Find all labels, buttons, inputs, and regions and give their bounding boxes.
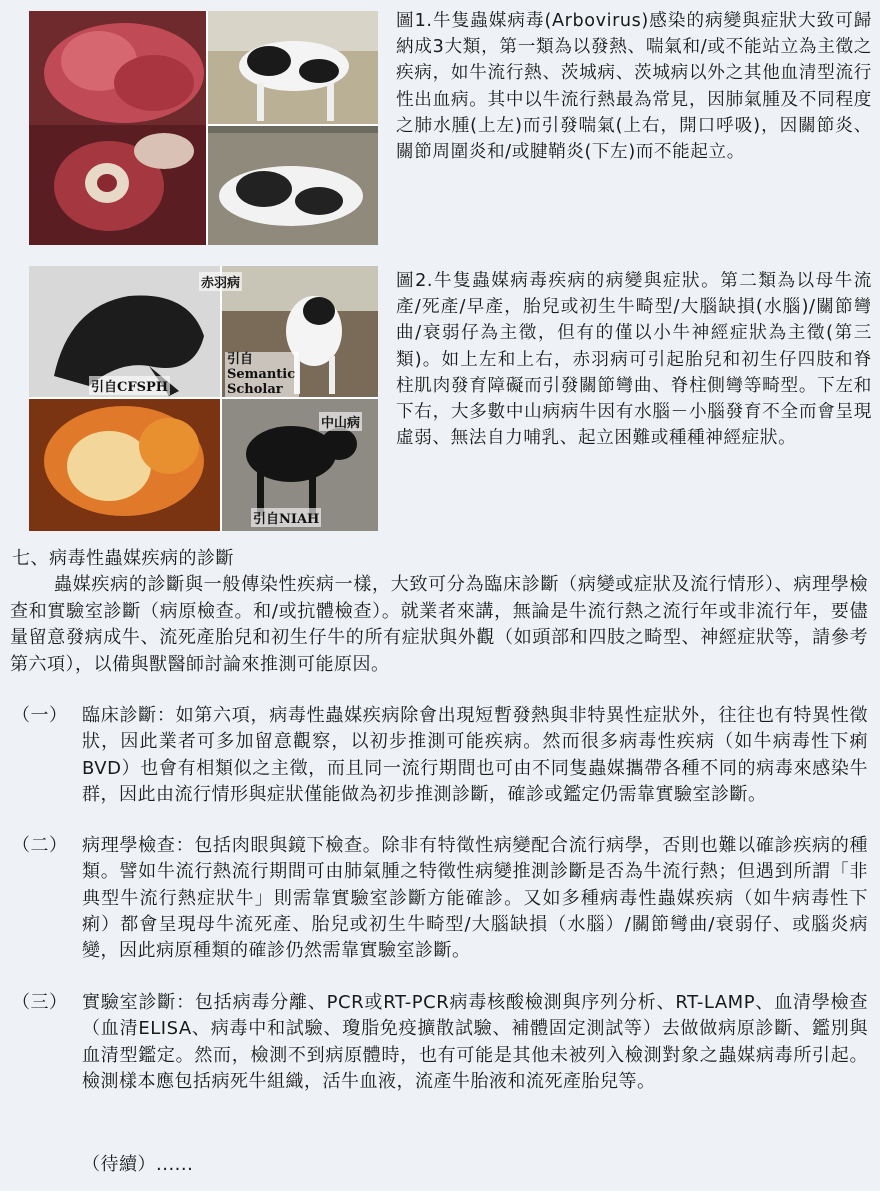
section-heading: 七、病毒性蟲媒疾病的診斷 [12,548,234,569]
list-item-lab-diagnosis [12,990,868,1095]
to-be-continued: （待續）...... [82,1154,194,1175]
list-item-text: 實驗室診斷：包括病毒分離、PCR或RT-PCR病毒核酸檢測與序列分析、RT-LAMP、血清學檢查（血清ELISA、病毒中和試驗、瓊脂免疫擴散試驗、補體固定測試等）去做做病原診斷、鑑別與血清型鑑定。然而，檢測不到病原體時，也有可能是其他未被列入檢測對象之蟲媒病毒所引起。檢測樣本應包括病死牛組織，活牛血液，流產牛胎液和流死產胎兒等。 [82,992,868,1092]
cfsph-credit: 引自CFSPH [89,376,170,395]
list-item-number: （二） [12,835,68,856]
list-item-clinical-diagnosis [12,703,868,808]
akabane-label: 赤羽病 [199,272,242,291]
list-item-number: （一） [12,705,68,726]
figure-1-photo-collage [29,11,378,245]
figure-1-caption: 圖1.牛隻蟲媒病毒(Arbovirus)感染的病變與症狀大致可歸納成3大類，第一類為以發熱、喘氣和/或不能站立為主徵之疾病，如牛流行熱、茨城病、茨城病以外之其他血清型流行性出血病。其中以牛流行熱最為常見，因肺氣腫及不同程度之肺水腫(上左)而引發喘氣(上右，開口呼吸)，因關節炎、關節周圍炎和/或腱鞘炎(下左)而不能起立。 [396,11,872,163]
figure-2-caption: 圖2.牛隻蟲媒病毒疾病的病變與症狀。第二類為以母牛流產/死產/早產，胎兒或初生牛畸型/大腦缺損(水腦)/關節彎曲/衰弱仔為主徵，但有的僅以小牛神經症狀為主徵(第三類)。如上左和上右，赤羽病可引起胎兒和初生仔四肢和脊柱肌肉發育障礙而引發關節彎曲、脊柱側彎等畸型。下左和下右，大多數中山病病牛因有水腦－小腦發育不全而會呈現虛弱、無法自力哺乳、起立困難或種種神經症狀。 [396,271,872,449]
list-item-number: （三） [12,992,68,1013]
list-item-pathology-exam [12,833,868,964]
chuzan-label: 中山病 [319,412,362,431]
niah-credit: 引自NIAH [251,508,321,527]
list-item-text: 臨床診斷：如第六項，病毒性蟲媒疾病除會出現短暫發熱與非特異性症狀外，往往也有特異性徵狀，因此業者可多加留意觀察，以初步推測可能疾病。然而很多病毒性疾病（如牛病毒性下痢BVD）也會有相類似之主徵，而且同一流行期間也可由不同隻蟲媒攜帶各種不同的病毒來感染牛群，因此由流行情形與症狀僅能做為初步推測診斷，確診或鑑定仍需靠實驗室診斷。 [82,705,868,805]
figure-1-photos [29,11,378,245]
figure-2-photo-collage [29,266,378,531]
semantic-scholar-credit: 引自 Semantic Scholar [225,352,299,397]
figure-2-photos [29,266,378,531]
list-item-text: 病理學檢查：包括肉眼與鏡下檢查。除非有特徵性病變配合流行病學，否則也難以確診疾病的種類。譬如牛流行熱流行期間可由肺氣腫之特徵性病變推測診斷是否為牛流行熱；但遇到所謂「非典型牛流行熱症狀牛」則需靠實驗室診斷方能確診。又如多種病毒性蟲媒疾病（如牛病毒性下痢）都會呈現母牛流死產、胎兒或初生牛畸型/大腦缺損（水腦）/關節彎曲/衰弱仔、或腦炎病變，因此病原種類的確診仍然需靠實驗室診斷。 [82,835,868,962]
section-intro-paragraph: 蟲媒疾病的診斷與一般傳染性疾病一樣，大致可分為臨床診斷（病變或症狀及流行情形）、病理學檢查和實驗室診斷（病原檢查。和/或抗體檢查）。就業者來講，無論是牛流行熱之流行年或非流行年，要儘量留意發病成牛、流死產胎兒和初生仔牛的所有症狀與外觀（如頭部和四肢之畸型、神經症狀等，請參考第六項），以備與獸醫師討論來推測可能原因。 [10,574,868,675]
